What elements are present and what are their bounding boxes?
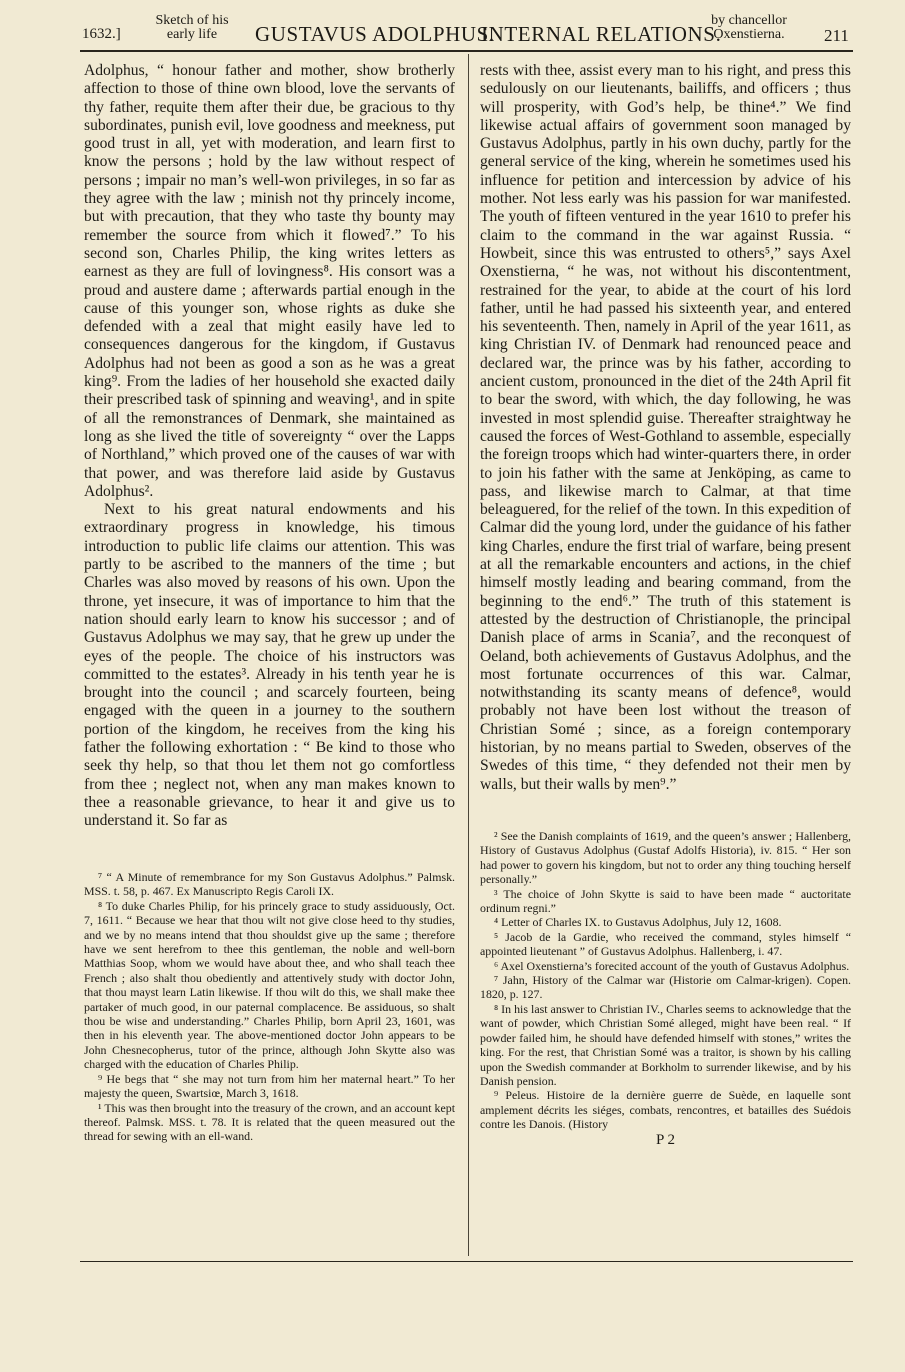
footnote: ⁸ To duke Charles Philip, for his princely grace to study assiduously, Oct. 7, 1611. “ Because we hear that thou wilt not give close heed to thy studies, and we by no means intend that thou shouldst give up the same ; therefore have we sent herefrom to thee this gentleman, the noble and well-born Matthias Soop, whom we would have about thee, and who shall teach thee French ; also shalt thou obediently and attentively study with doctor John, that thou mayst learn Latin likewise. If thou wilt do this, we shall make thee partaker of much good, in our paternal complacence. Be assiduous, so shalt thou be wise and understanding.” Charles Philip, born April 23, 1601, was then in his eleventh year. The above-mentioned doctor John appears to be John Chesnecopherus, tutor of the prince, although John Skytte also was charged with the education of Charles Philip.	[84, 898, 455, 1072]
header-title-right: INTERNAL RELATIONS.	[481, 22, 722, 46]
body-paragraph: rests with thee, assist every man to his right, and press this sedulously on our lieutenants, bailiffs, and officers ; thus will prosperity, with God’s help, be thine⁴.” We find likewise actual affairs of government soon managed by Gustavus Adolphus, partly in his own duchy, partly for the general service of the king, wherein he sometimes used his influence for petition and intercession by advice of his mother. Not less early was his passion for war manifested. The youth of fifteen ventured in the year 1610 to prefer his claim to the command in the war against Russia. “ Howbeit, since this was entrusted to others⁵,” says Axel Oxenstierna, “ he was, not without his discontentment, restrained for the year, to abide at the court of his lord father, until he had passed his sixteenth year, and entered his seventeenth. Then, namely in April of the year 1611, as king Christian IV. of Denmark had renounced peace and declared war, the prince was by his father, according to ancient custom, pronounced in the diet of the 24th April fit to bear the sword, with which, the day following, he was invested in most splendid guise. Thereafter straightway he caused the forces of West-Gothland to assemble, especially the foreign troops which had winter-quarters there, in order to join his father with the same at Jenköping, as came to pass, and likewise march to Calmar, at that time beleaguered, for the relief of the town. In this expedition of Calmar did the young lord, under the guidance of his father king Charles, endure the first trial of warfare, being present at all the remarkable encounters and actions, in the chief himself mostly leading and bearing command, from the beginning to the end⁶.” The truth of this statement is attested by the destruction of Christianople, the principal Danish place of arms in Scania⁷, and the reconquest of Oeland, both achievements of Gustavus Adolphus, and the most fortunate occurrences of this war. Calmar, notwithstanding its scanty means of defence⁸, would probably not have been lost without the treason of Christian Somé ; since, as a foreign contemporary historian, by no means partial to Sweden, observes of the Swedes of this time, “ they defended not their men by walls, but their walls by men⁹.”	[480, 62, 851, 793]
footnote: ⁵ Jacob de la Gardie, who received the command, styles himself “ appointed lieutenant ” of Gustavus Adolphus. Hallenberg, i. 47.	[480, 929, 851, 959]
body-paragraph: Adolphus, “ honour father and mother, show brotherly affection to those of thine own blood, love the servants of thy father, requite them after their due, be gracious to thy subordinates, punish evil, love goodness and meekness, put good trust in all, yet with moderation, and learn first to know the persons ; hold by the law without respect of persons ; impair no man’s well-won privileges, in so far as they agree with the law ; minish not thy princely income, but with precaution, that they who taste thy bounty may remember the source from which it flowed⁷.” To his second son, Charles Philip, the king writes letters as earnest as they are full of lovingness⁸. His consort was a proud and austere dame ; afterwards partial enough in the cause of this younger son, whose rights as duke she defended with a zeal that might easily have led to consequences dangerous for the kingdom, if Gustavus Adolphus had not been as good a son as he was a great king⁹. From the ladies of her household she exacted daily their prescribed task of spinning and weaving¹, and in spite of all the remonstrances of Denmark, she maintained as long as she lived the title of sovereignty “ over the Lapps of Northland,” which proved one of the causes of war with that power, and was therefore laid aside by Gustavus Adolphus².	[84, 62, 455, 500]
header-year: 1632.]	[82, 26, 121, 42]
right-column-body	[480, 62, 851, 818]
column-divider	[468, 54, 469, 1256]
body-paragraph: Next to his great natural endowments and his extraordinary progress in knowledge, his timous introduction to public life claims our attention. This was partly to be ascribed to the manners of the time ; but Charles was also moved by reasons of his own. Upon the throne, yet insecure, it was of importance to him that the nation should early learn to know his successor ; and of Gustavus Adolphus we may say, that he grew up under the eyes of the people. The choice of his instructors was committed to the estates³. Already in his tenth year he is brought into the council ; and scarcely fourteen, being engaged with the queen in a journey to the southern portion of the kingdom, he receives from the king his father the following exhortation : “ Be kind to those who seek thy help, so that thou let them not go comfortless from thee ; neglect not, when any man makes known to thee a reasonable grievance, to hear it and give us to understand it. So far as	[84, 501, 455, 830]
header-subtitle-right: by chancellor Oxenstierna.	[711, 13, 787, 42]
header-rule	[80, 50, 853, 52]
right-column-footnotes	[480, 829, 851, 1147]
page-number: 211	[824, 26, 849, 45]
left-column-body	[84, 62, 455, 862]
footnote: ⁸ In his last answer to Christian IV., Charles seems to acknowledge that the want of powder, which Christian Somé alleged, might have been real. “ If powder failed him, he should have defended himself with stones,” writes the king. For the rest, that Christian Somé was a traitor, is shown by his calling upon the Swedish commander at Borkholm to surrender likewise, and by his Danish pension.	[480, 1001, 851, 1088]
footnote: ⁹ He begs that “ she may not turn from him her maternal heart.” To her majesty the queen, Swartsiœ, March 3, 1618.	[84, 1071, 455, 1101]
footnote: ⁷ Jahn, History of the Calmar war (Historie om Calmar-krigen). Copen. 1820, p. 127.	[480, 973, 851, 1002]
footnote: ⁶ Axel Oxenstierna’s forecited account of the youth of Gustavus Adolphus.	[494, 958, 850, 973]
footnote: ⁷ “ A Minute of remembrance for my Son Gustavus Adolphus.” Palmsk. MSS. t. 58, p. 467. Ex Manuscripto Regis Caroli IX.	[84, 870, 455, 899]
footnote: ⁹ Peleus. Histoire de la dernière guerre de Suède, en laquelle sont amplement décrits les siéges, combats, rencontres, et batailles des Suédois contre les Danois. (History	[480, 1088, 851, 1132]
footnote: ³ The choice of John Skytte is said to have been made “ auctoritate ordinum regni.”	[480, 886, 851, 916]
footnote: ² See the Danish complaints of 1619, and the queen’s answer ; Hallenberg, History of Gustavus Adolphus (Gustaf Adolfs Historia), iv. 815. “ Her son had power to govern his kingdom, but not to order any thing touching herself personally.”	[480, 829, 851, 887]
signature-mark: P 2	[655, 1131, 676, 1148]
header-subtitle-left: Sketch of his early life	[155, 13, 229, 42]
footnote: ¹ This was then brought into the treasury of the crown, and an account kept thereof. Palmsk. MSS. t. 78. It is related that the queen measured out the thread for sewing with an ell-wand.	[84, 1100, 455, 1144]
header-title-left: GUSTAVUS ADOLPHUS.	[255, 22, 495, 46]
footnote: ⁴ Letter of Charles IX. to Gustavus Adolphus, July 12, 1608.	[494, 915, 782, 930]
footer-rule	[80, 1261, 853, 1262]
left-column-footnotes	[84, 870, 455, 1144]
